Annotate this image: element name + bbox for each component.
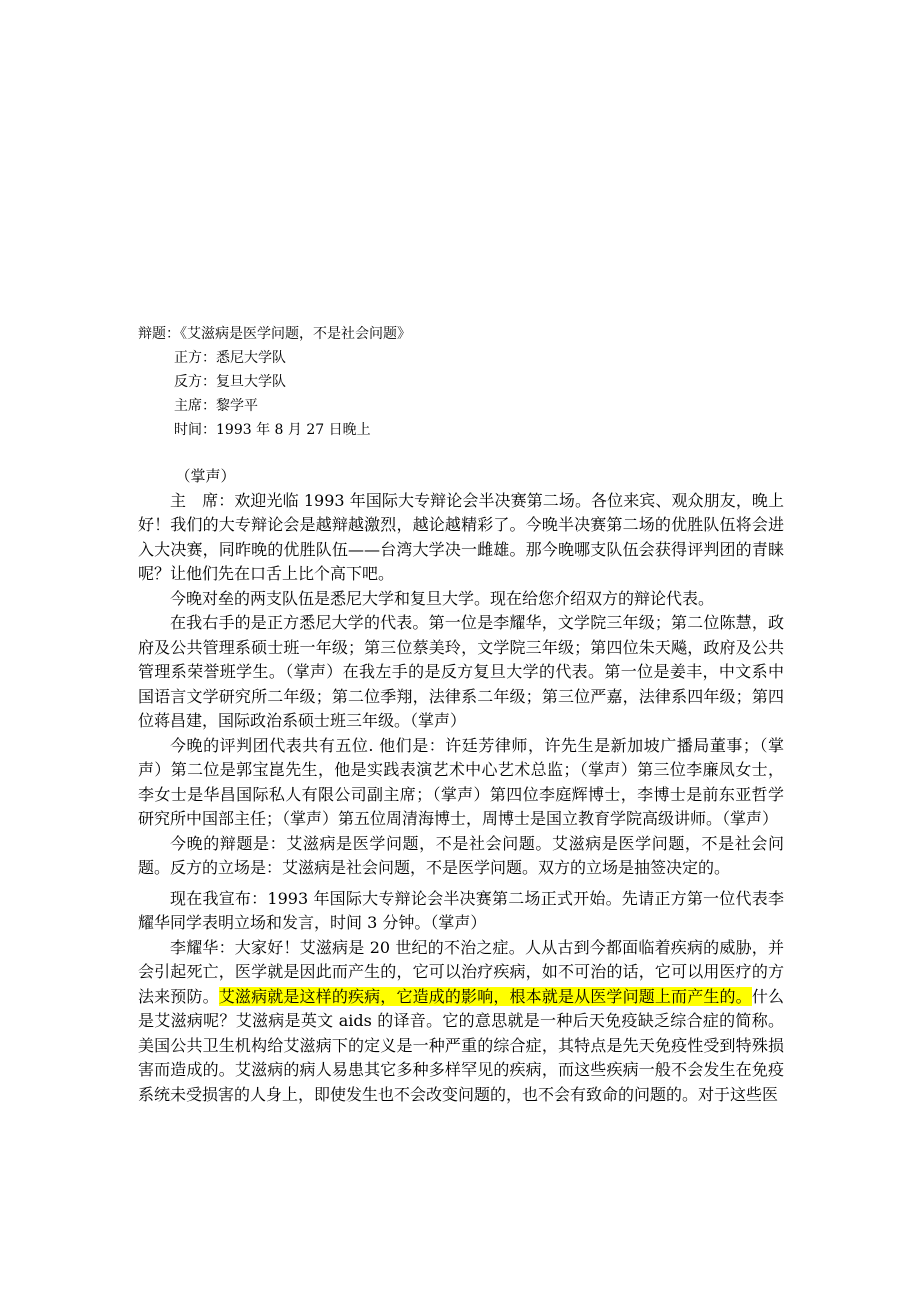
debate-title: 辩题：《艾滋病是医学问题，不是社会问题》 [138, 326, 411, 342]
debate-time: 时间：1993 年 8 月 27 日晚上 [174, 422, 371, 438]
paragraph-teams-intro: 今晚对垒的两支队伍是悉尼大学和复旦大学。现在给您介绍双方的辩论代表。 [170, 588, 715, 608]
paragraph-first-speaker [138, 936, 784, 1108]
speech-text-before: 李耀华：大家好！艾滋病是 20 世纪的不治之症。人从古到今都面临着疾病的威胁，并会引起死亡，医学就是因此而产生的，它可以治疗疾病，如不可治的话，它可以用医疗的方法来预防。 [138, 937, 784, 1006]
paragraph-announcement: 现在我宣布：1993 年国际大专辩论会半决赛第二场正式开始。先请正方第一位代表李耀华同学表明立场和发言，时间 3 分钟。（掌声） [138, 888, 784, 932]
con-team: 反方：复旦大学队 [174, 374, 286, 390]
paragraph-debaters: 在我右手的是正方悉尼大学的代表。第一位是李耀华，文学院三年级；第二位陈慧，政府及公共管理系硕士班一年级；第三位蔡美玲，文学院三年级；第四位朱天飚，政府及公共管理系荣誉班学生。（掌声）在我左手的是反方复旦大学的代表。第一位是姜丰，中文系中国语言文学研究所二年级；第二位季翔，法律系二年级；第三位严嘉，法律系四年级；第四位蒋昌建，国际政治系硕士班三年级。（掌声） [138, 613, 784, 730]
paragraph-motion: 今晚的辩题是：艾滋病是医学问题，不是社会问题。艾滋病是医学问题，不是社会问题。反方的立场是：艾滋病是社会问题，不是医学问题。双方的立场是抽签决定的。 [138, 833, 784, 877]
pro-team: 正方：悉尼大学队 [174, 350, 286, 366]
highlighted-sentence: 艾滋病就是这样的疾病，它造成的影响，根本就是从医学问题上而产生的。 [218, 986, 752, 1006]
chair: 主席：黎学平 [174, 398, 258, 414]
applause-text: （掌声） [175, 467, 236, 485]
speech-text-after: 什么是艾滋病呢？艾滋病是英文 aids 的译音。它的意思就是一种后天免疫缺乏综合症的简称。美国公共卫生机构给艾滋病下的定义是一种严重的综合症，其特点是先天免疫性受到特殊损害而造成的。艾滋病的病人易患其它多种多样罕见的疾病，而这些疾病一般不会发生在免疫系统未受损害的人身上，即使发生也不会改变问题的，也不会有致命的问题的。对于这些医 [138, 986, 784, 1104]
paragraph-chair-welcome: 主 席：欢迎光临 1993 年国际大专辩论会半决赛第二场。各位来宾、观众朋友，晚上好！我们的大专辩论会是越辩越激烈，越论越精彩了。今晚半决赛第二场的优胜队伍将会进入大决赛，同昨晚的优胜队伍——台湾大学决一雌雄。那今晚哪支队伍会获得评判团的青睐呢？让他们先在口舌上比个高下吧。 [138, 490, 784, 583]
transcript-body [138, 464, 784, 1107]
paragraph-judges: 今晚的评判团代表共有五位. 他们是：许廷芳律师，许先生是新加坡广播局董事；（掌声）第二位是郭宝崑先生，他是实践表演艺术中心艺术总监；（掌声）第三位李廉凤女士，李女士是华昌国际私人有限公司副主席；（掌声）第四位李庭辉博士，李博士是前东亚哲学研究所中国部主任；（掌声）第五位周清海博士，周博士是国立教育学院高级讲师。（掌声） [138, 735, 784, 828]
debate-header [138, 322, 798, 442]
applause-opening [138, 464, 784, 489]
